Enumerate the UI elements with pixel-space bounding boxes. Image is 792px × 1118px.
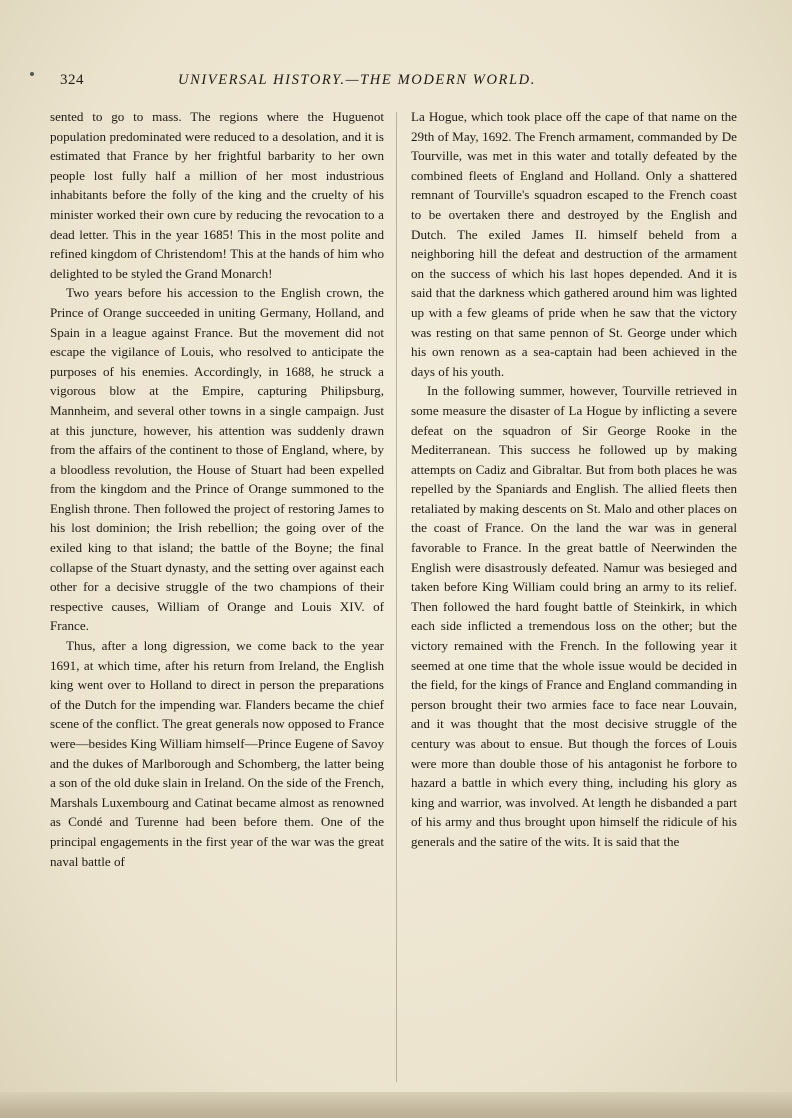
paragraph: Thus, after a long digression, we come back to the year 1691, at which time, after his return from Ireland, the English king went over to Holland to direct in person the preparations of the Dutch for the impending war. Flanders became the chief scene of the conflict. The great generals now opposed to France were—besides King William himself—Prince Eugene of Savoy and the dukes of Marlborough and Schomberg, the latter being a son of the old duke slain in Ireland. On the side of the French, Marshals Luxembourg and Catinat became almost as renowned as Condé and Turenne had been before them. One of the principal engagements in the first year of the war was the great naval battle of bbox=[50, 638, 384, 869]
page-bottom-edge bbox=[0, 1092, 792, 1118]
paragraph: In the following summer, however, Tourville retrieved in some measure the disaster of La Hogue by inflicting a severe defeat on the squadron of Sir George Rooke in the Mediterranean. This success he followed up by making attempts on Cadiz and Gibraltar. But from both places he was repelled by the Spaniards and English. The allied fleets then retaliated by making descents on St. Malo and other places on the coast of France. On the land the war was in general favorable to France. In the great battle of Neerwinden the English were disastrously defeated. Namur was besieged and taken before King William could bring an army to its relief. Then followed the hard fought battle of Steinkirk, in which each side inflicted a tremendous loss on the other; but the victory remained with the French. In the following year it seemed at one time that the whole issue would be decided in the field, for the kings of France and England commanding in person brought their two armies face to face near Louvain, and it was thought that the most decisive struggle of the century was about to ensue. But though the forces of Louis were more than double those of his antagonist he forbore to hazard a battle in which every thing, including his glory as king and warrior, was involved. At length he disbanded a part of his army and thus brought upon himself the ridicule of his generals and the satire of the wits. It is said that the bbox=[411, 383, 737, 849]
paragraph: Two years before his accession to the English crown, the Prince of Orange succeeded in uniting Germany, Holland, and Spain in a league against France. But the movement did not escape the vigilance of Louis, who resolved to anticipate the purposes of his enemies. Accordingly, in 1688, he struck a vigorous blow at the Empire, capturing Philipsburg, Mannheim, and several other towns in a single campaign. Just at this juncture, however, his attention was suddenly drawn from the affairs of the continent to those of England, where, by a bloodless revolution, the House of Stuart had been expelled from the kingdom and the Prince of Orange summoned to the English throne. Then followed the project of restoring James to his lost dominion; the Irish rebellion; the going over of the exiled king to that island; the battle of the Boyne; the final collapse of the Stuart dynasty, and the setting over against each other for a decisive struggle of the two champions of their respective causes, William of Orange and Louis XIV. of France. bbox=[50, 285, 384, 634]
left-column bbox=[50, 107, 384, 871]
paragraph: sented to go to mass. The regions where the Huguenot population predominated were reduced to a desolation, and it is estimated that France by her frightful barbarity to her own people lost fully half a million of her most industrious inhabitants before the folly of the king and the cruelty of his minister worked their own cure by reducing the revocation to a dead letter. This in the year 1685! This in the most polite and refined kingdom of Christendom! This at the hands of him who delighted to be styled the Grand Monarch! bbox=[50, 109, 384, 281]
ink-speck bbox=[30, 72, 34, 76]
running-title: UNIVERSAL HISTORY.—THE MODERN WORLD. bbox=[178, 72, 536, 88]
column-divider bbox=[396, 112, 397, 1082]
right-column bbox=[411, 107, 737, 852]
page-header bbox=[60, 72, 750, 96]
page-number: 324 bbox=[60, 72, 84, 88]
paragraph: La Hogue, which took place off the cape of that name on the 29th of May, 1692. The French armament, commanded by De Tourville, was met in this water and totally defeated by the combined fleets of England and Holland. Only a shattered remnant of Tourville's squadron escaped to the French coast to be overtaken there and destroyed by the English and Dutch. The exiled James II. himself beheld from a neighboring hill the defeat and destruction of the armament on the success of which his last hopes depended. And it is said that the darkness which gathered around him was lighted up with a few gleams of pride when he saw that the victory was resting on that same pennon of St. George under which his own renown as a sea-captain had been achieved in the days of his youth. bbox=[411, 109, 737, 379]
